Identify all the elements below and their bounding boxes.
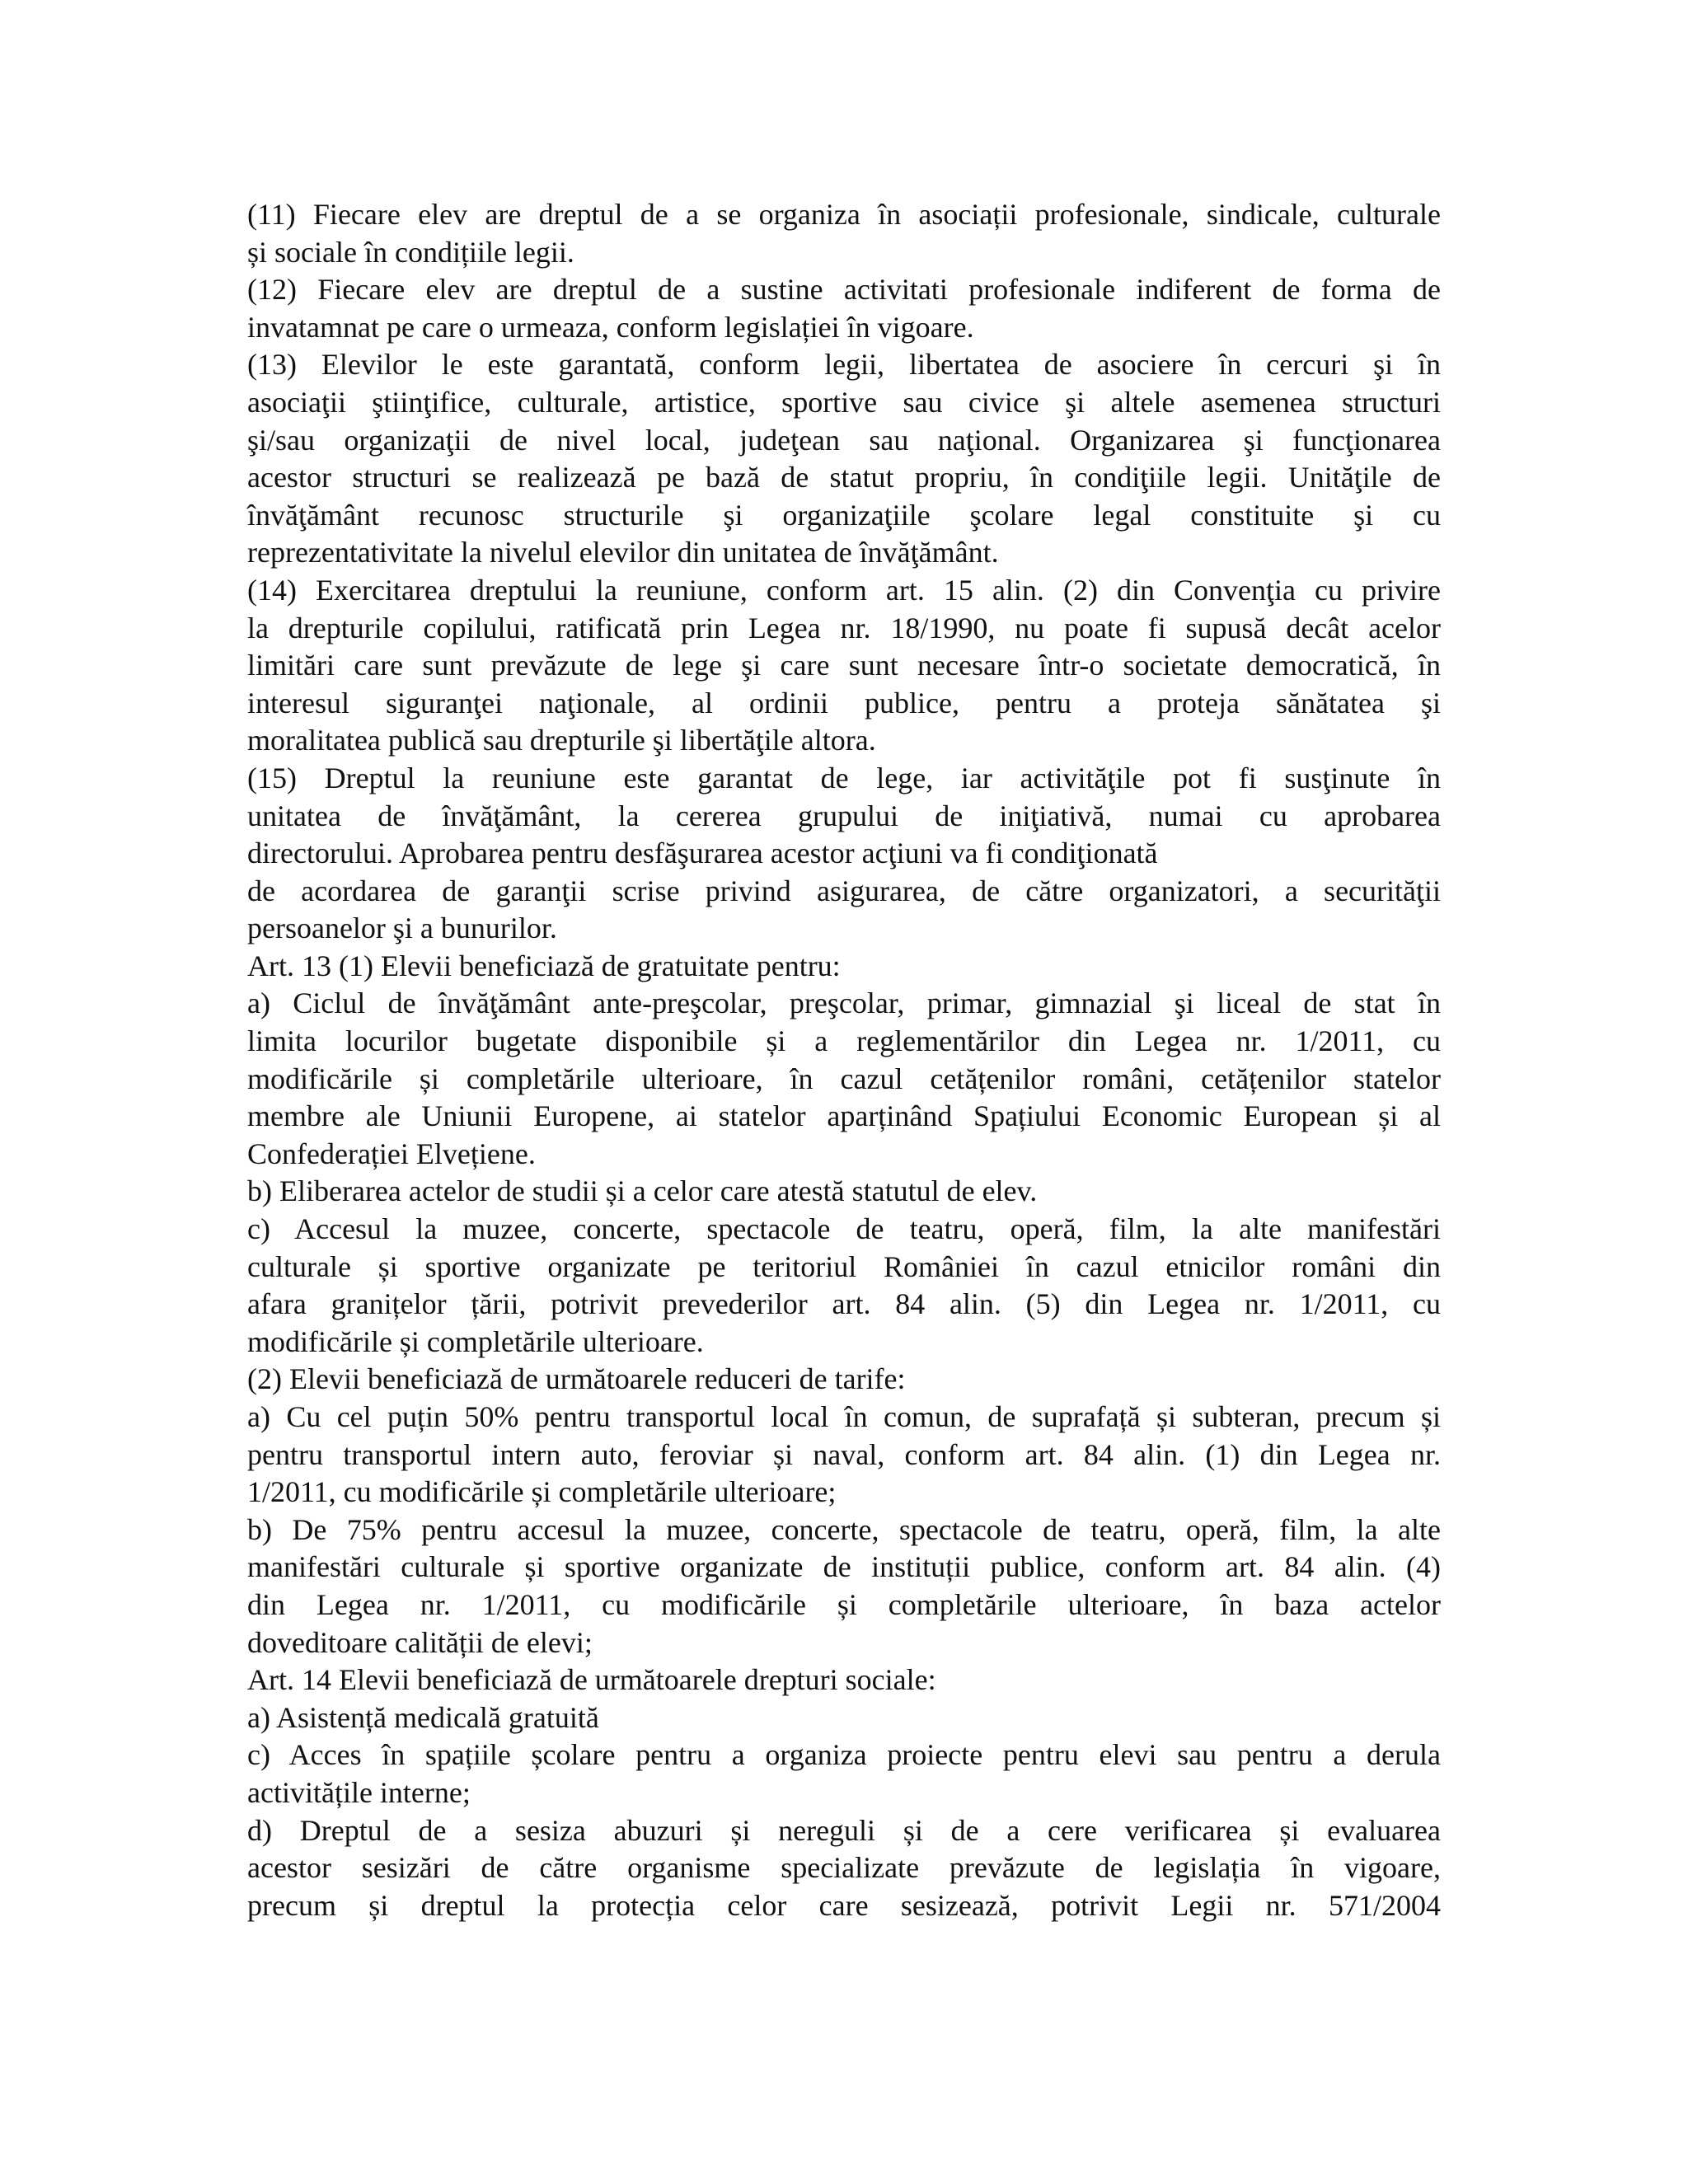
text-line: la drepturile copilului, ratificată prin Legea nr. 18/1990, nu poate fi supusă decât acelor [247, 611, 1441, 644]
text-line: interesul siguranţei naţionale, al ordinii publice, pentru a proteja sănătatea şi [247, 686, 1441, 719]
text-line: a) Cu cel puțin 50% pentru transportul local în comun, de suprafață și subteran, precum și [247, 1400, 1441, 1433]
text-line: pentru transportul intern auto, feroviar și naval, conform art. 84 alin. (1) din Legea nr. [247, 1437, 1441, 1471]
text-line: (11) Fiecare elev are dreptul de a se organiza în asociații profesionale, sindicale, culturale [247, 198, 1441, 231]
text-line: reprezentativitate la nivelul elevilor din unitatea de învăţământ. [247, 536, 999, 569]
text-line: limitări care sunt prevăzute de lege şi care sunt necesare într-o societate democratică, în [247, 649, 1441, 682]
text-line: învăţământ recunosc structurile şi organizaţiile şcolare legal constituite şi cu [247, 498, 1441, 532]
text-line: d) Dreptul de a sesiza abuzuri și nereguli și de a cere verificarea și evaluarea [247, 1813, 1441, 1847]
text-line: acestor sesizări de către organisme specializate prevăzute de legislația în vigoare, [247, 1851, 1441, 1885]
text-line: a) Ciclul de învăţământ ante-preşcolar, preşcolar, primar, gimnazial şi liceal de stat în [247, 987, 1441, 1020]
text-line: asociaţii ştiinţifice, culturale, artistice, sportive sau civice şi altele asemenea structuri [247, 385, 1441, 419]
text-line: (13) Elevilor le este garantată, conform legii, libertatea de asociere în cercuri şi în [247, 348, 1441, 382]
text-line: persoanelor şi a bunurilor. [247, 912, 557, 945]
text-line: și sociale în condițiile legii. [247, 235, 574, 269]
text-line: limita locurilor bugetate disponibile și a reglementărilor din Legea nr. 1/2011, cu [247, 1024, 1441, 1058]
text-line: b) Eliberarea actelor de studii și a celor care atestă statutul de elev. [247, 1174, 1038, 1208]
text-line: (2) Elevii beneficiază de următoarele reduceri de tarife: [247, 1362, 906, 1396]
text-line: (15) Dreptul la reuniune este garantat de lege, iar activităţile pot fi susţinute în [247, 761, 1441, 794]
text-line: membre ale Uniunii Europene, ai statelor aparținând Spațiului Economic European și al [247, 1099, 1441, 1133]
text-line: invatamnat pe care o urmeaza, conform legislației în vigoare. [247, 310, 974, 344]
text-line: unitatea de învăţământ, la cererea grupului de iniţiativă, numai cu aprobarea [247, 799, 1441, 832]
text-line: precum și dreptul la protecția celor care sesizează, potrivit Legii nr. 571/2004 [247, 1888, 1441, 1922]
text-line: activitățile interne; [247, 1775, 471, 1809]
text-line: manifestări culturale și sportive organizate de instituții publice, conform art. 84 alin. (4) [247, 1550, 1441, 1584]
text-line: de acordarea de garanţii scrise privind asigurarea, de către organizatori, a securităţii [247, 874, 1441, 907]
text-line: a) Asistență medicală gratuită [247, 1700, 599, 1734]
text-line: Art. 13 (1) Elevii beneficiază de gratuitate pentru: [247, 949, 841, 982]
text-line: Confederației Elvețiene. [247, 1137, 536, 1170]
text-line: şi/sau organizaţii de nivel local, judeţean sau naţional. Organizarea şi funcţionarea [247, 423, 1441, 457]
text-line: doveditoare calității de elevi; [247, 1625, 593, 1659]
text-line: modificările și completările ulterioare, în cazul cetățenilor români, cetățenilor statelor [247, 1062, 1441, 1095]
text-line: modificările și completările ulterioare. [247, 1324, 704, 1358]
text-line: acestor structuri se realizează pe bază de statut propriu, în condiţiile legii. Unităţile de [247, 461, 1441, 494]
text-line: 1/2011, cu modificările și completările ulterioare; [247, 1475, 837, 1509]
text-line: culturale și sportive organizate pe teritoriul României în cazul etnicilor români din [247, 1249, 1441, 1283]
document-body-text [247, 196, 1441, 1924]
text-line: (12) Fiecare elev are dreptul de a sustine activitati profesionale indiferent de forma de [247, 273, 1441, 307]
text-line: moralitatea publică sau drepturile şi libertăţile altora. [247, 724, 876, 757]
text-line: c) Accesul la muzee, concerte, spectacole de teatru, operă, film, la alte manifestări [247, 1212, 1441, 1246]
text-line: Art. 14 Elevii beneficiază de următoarele drepturi sociale: [247, 1663, 936, 1697]
text-line: din Legea nr. 1/2011, cu modificările și completările ulterioare, în baza actelor [247, 1587, 1441, 1621]
text-line: c) Acces în spațiile școlare pentru a organiza proiecte pentru elevi sau pentru a derula [247, 1738, 1441, 1772]
text-line: afara granițelor țării, potrivit prevederilor art. 84 alin. (5) din Legea nr. 1/2011, cu [247, 1287, 1441, 1321]
text-line: (14) Exercitarea dreptului la reuniune, conform art. 15 alin. (2) din Convenţia cu privire [247, 573, 1441, 607]
text-line: directorului. Aprobarea pentru desfăşurarea acestor acţiuni va fi condiţionată [247, 837, 1158, 870]
text-line: b) De 75% pentru accesul la muzee, concerte, spectacole de teatru, operă, film, la alte [247, 1512, 1441, 1546]
